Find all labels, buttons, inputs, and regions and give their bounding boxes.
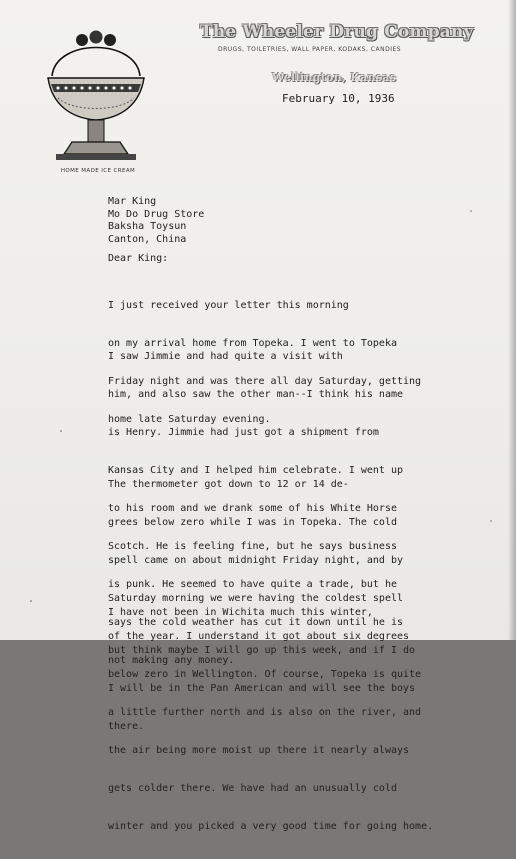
paragraph-line: Scotch. He is feeling fine, but he says business [108, 541, 397, 553]
paragraph-line: the air being more moist up there it nearly always [108, 745, 410, 757]
address-line: Canton, China [108, 234, 187, 246]
paragraph-line: him, and also saw the other man--I think his name [108, 389, 404, 401]
paragraph-line: Friday night and was there all day Saturday, getting [108, 376, 422, 388]
page-edge-shadow [508, 0, 516, 640]
paragraph-line: Kansas City and I helped him celebrate. I went up [108, 465, 404, 477]
paragraph-4 [108, 582, 415, 759]
paragraph-line: to his room and we drank some of his White Horse [108, 503, 397, 515]
company-name: The Wheeler Drug Company [200, 22, 474, 42]
address-line: Baksha Toysun [108, 221, 187, 233]
paragraph-line: says the cold weather has cut it down until he is [108, 617, 404, 629]
address-line: Mar King [108, 196, 157, 207]
paragraph-line: is punk. He seemed to have quite a trade, but he [108, 579, 397, 591]
paragraph-line: below zero in Wellington. Of course, Topeka is quite [108, 669, 422, 681]
company-city: Wellington, Kansas [272, 71, 397, 84]
ice-cream-bowl-logo [42, 26, 150, 176]
paragraph-line: winter and you picked a very good time for going home. [108, 821, 434, 833]
salutation: Dear King: [108, 253, 169, 264]
paragraph-line: there. [108, 721, 145, 733]
paragraph-line: I saw Jimmie and had quite a visit with [108, 351, 343, 363]
paragraph-line: but think maybe I will go up this week, and if I do [108, 645, 416, 657]
paragraph-line: not making any money. [108, 655, 235, 667]
paragraph-line: I will be in the Pan American and will see the boys [108, 683, 416, 695]
paragraph-line: home late Saturday evening. [108, 414, 271, 426]
paragraph-line: gets colder there. We have had an unusually cold [108, 783, 397, 795]
paragraph-line: I just received your letter this morning [108, 300, 349, 312]
letter-date: February 10, 1936 [282, 92, 395, 105]
recipient-address [108, 196, 204, 247]
company-tagline: DRUGS, TOILETRIES, WALL PAPER, KODAKS, CANDIES [218, 46, 402, 53]
address-line: Mo Do Drug Store [108, 208, 205, 220]
paragraph-line: spell came on about midnight Friday night, and by [108, 555, 404, 567]
paragraph-line: a little further north and is also on the river, and [108, 707, 422, 719]
paragraph-line: grees below zero while I was in Topeka. The cold [108, 517, 397, 529]
paragraph-line: is Henry. Jimmie had just got a shipment from [108, 427, 379, 439]
logo-caption: HOME MADE ICE CREAM [60, 168, 136, 174]
paragraph-line: of the year. I understand it got about six degrees [108, 631, 410, 643]
paragraph-line: on my arrival home from Topeka. I went to Topeka [108, 338, 397, 350]
paragraph-line: I have not been in Wichita much this winter, [108, 607, 373, 619]
paragraph-line: Saturday morning we were having the coldest spell [108, 593, 404, 605]
paragraph-line: The thermometer got down to 12 or 14 de- [108, 479, 349, 491]
